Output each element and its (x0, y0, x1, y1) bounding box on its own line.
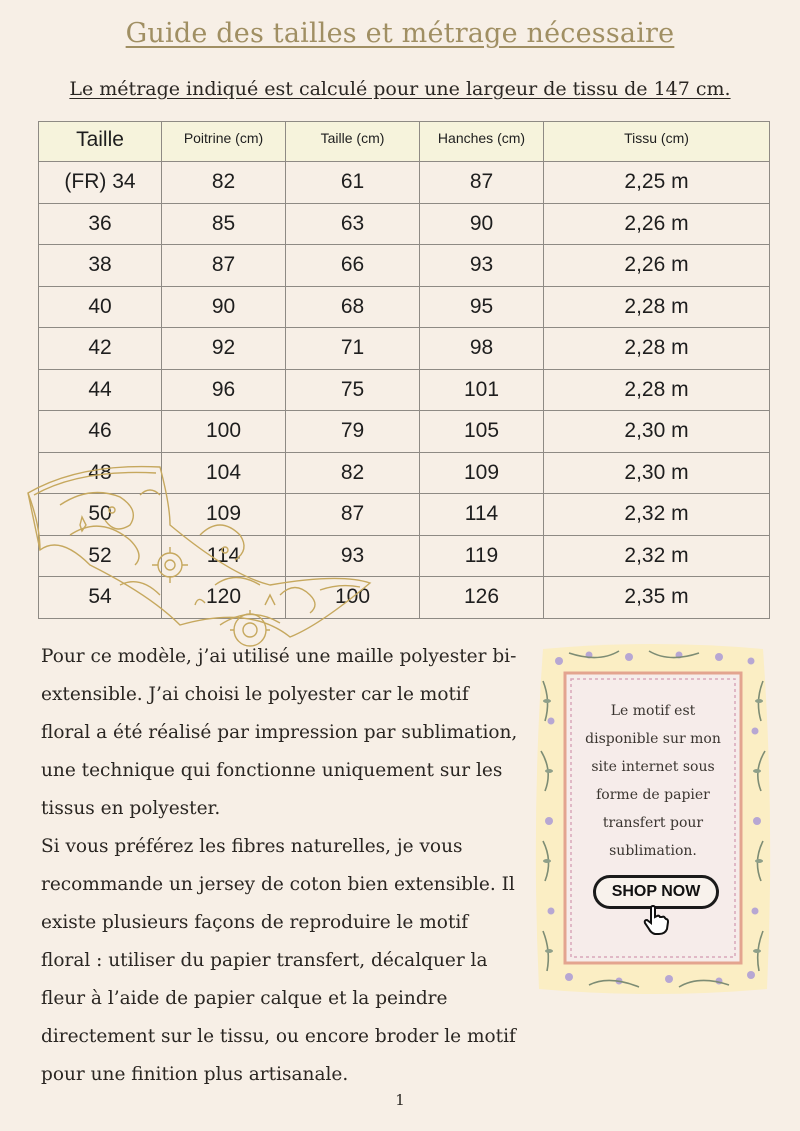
cell-waist: 93 (286, 535, 420, 577)
table-row (39, 203, 770, 245)
table-row (39, 494, 770, 536)
header-waist: Taille (cm) (286, 122, 420, 162)
cell-waist: 100 (286, 577, 420, 619)
cell-fabric: 2,32 m (544, 535, 770, 577)
cell-hips: 109 (420, 452, 544, 494)
cell-size: 40 (39, 286, 162, 328)
cell-fabric: 2,26 m (544, 203, 770, 245)
cell-chest: 85 (162, 203, 286, 245)
cell-waist: 63 (286, 203, 420, 245)
cell-hips: 119 (420, 535, 544, 577)
cell-hips: 87 (420, 162, 544, 204)
paragraph: Pour ce modèle, j’ai utilisé une maille polyester bi-extensible. J’ai choisi le polyester car le motif floral a été réalisé par impression par sublimation, une technique qui fonctionne uniquement sur les tissus en polyester. (41, 646, 518, 819)
page-subtitle: Le métrage indiqué est calculé pour une largeur de tissu de 147 cm. (69, 78, 731, 100)
cell-chest: 96 (162, 369, 286, 411)
body-text (41, 638, 521, 1094)
cell-size: 48 (39, 452, 162, 494)
header-fabric: Tissu (cm) (544, 122, 770, 162)
cell-chest: 104 (162, 452, 286, 494)
promo-text: Le motif est disponible sur mon site internet sous forme de papier transfert pour sublimation. (585, 703, 721, 859)
cell-fabric: 2,32 m (544, 494, 770, 536)
table-row (39, 577, 770, 619)
cell-size: 36 (39, 203, 162, 245)
header-hips: Hanches (cm) (420, 122, 544, 162)
shop-now-button[interactable]: SHOP NOW (593, 875, 719, 909)
cell-chest: 82 (162, 162, 286, 204)
cell-waist: 61 (286, 162, 420, 204)
cell-size: 50 (39, 494, 162, 536)
cell-waist: 87 (286, 494, 420, 536)
size-table (38, 121, 770, 619)
cell-chest: 90 (162, 286, 286, 328)
cell-chest: 100 (162, 411, 286, 453)
cell-fabric: 2,28 m (544, 369, 770, 411)
cell-hips: 93 (420, 245, 544, 287)
cell-waist: 75 (286, 369, 420, 411)
cell-hips: 114 (420, 494, 544, 536)
table-row (39, 162, 770, 204)
cell-hips: 90 (420, 203, 544, 245)
header-size: Taille (39, 122, 162, 162)
cell-size: 46 (39, 411, 162, 453)
table-row (39, 328, 770, 370)
cell-waist: 68 (286, 286, 420, 328)
table-row (39, 286, 770, 328)
cell-chest: 120 (162, 577, 286, 619)
cell-hips: 98 (420, 328, 544, 370)
cell-chest: 114 (162, 535, 286, 577)
cell-waist: 82 (286, 452, 420, 494)
hand-pointer-icon (643, 905, 669, 935)
cell-fabric: 2,25 m (544, 162, 770, 204)
paragraph: Si vous préférez les fibres naturelles, je vous recommande un jersey de coton bien extensible. Il existe plusieurs façons de reproduire le motif floral : utiliser du papier transfert, décalquer la fleur à l’aide de papier calque et la peindre directement sur le tissu, ou encore broder le motif pour une finition plus artisanale. (41, 836, 516, 1085)
table-row (39, 452, 770, 494)
cell-hips: 95 (420, 286, 544, 328)
cell-size: 52 (39, 535, 162, 577)
cell-fabric: 2,26 m (544, 245, 770, 287)
cell-chest: 92 (162, 328, 286, 370)
table-row (39, 245, 770, 287)
table-row (39, 369, 770, 411)
cell-waist: 79 (286, 411, 420, 453)
table-header-row (39, 122, 770, 162)
cell-fabric: 2,30 m (544, 452, 770, 494)
cell-size: 38 (39, 245, 162, 287)
cell-size: 44 (39, 369, 162, 411)
page-number: 1 (395, 1091, 405, 1109)
cell-fabric: 2,28 m (544, 286, 770, 328)
cell-waist: 66 (286, 245, 420, 287)
cell-hips: 105 (420, 411, 544, 453)
cell-size: 42 (39, 328, 162, 370)
table-row (39, 535, 770, 577)
header-chest: Poitrine (cm) (162, 122, 286, 162)
cell-hips: 101 (420, 369, 544, 411)
cell-waist: 71 (286, 328, 420, 370)
table-body (39, 162, 770, 619)
page-title: Guide des tailles et métrage nécessaire (125, 18, 675, 49)
cell-hips: 126 (420, 577, 544, 619)
cell-chest: 109 (162, 494, 286, 536)
cell-fabric: 2,28 m (544, 328, 770, 370)
cell-size: (FR) 34 (39, 162, 162, 204)
table-row (39, 411, 770, 453)
promo-card (529, 641, 777, 997)
cell-fabric: 2,30 m (544, 411, 770, 453)
cell-chest: 87 (162, 245, 286, 287)
cell-size: 54 (39, 577, 162, 619)
cell-fabric: 2,35 m (544, 577, 770, 619)
